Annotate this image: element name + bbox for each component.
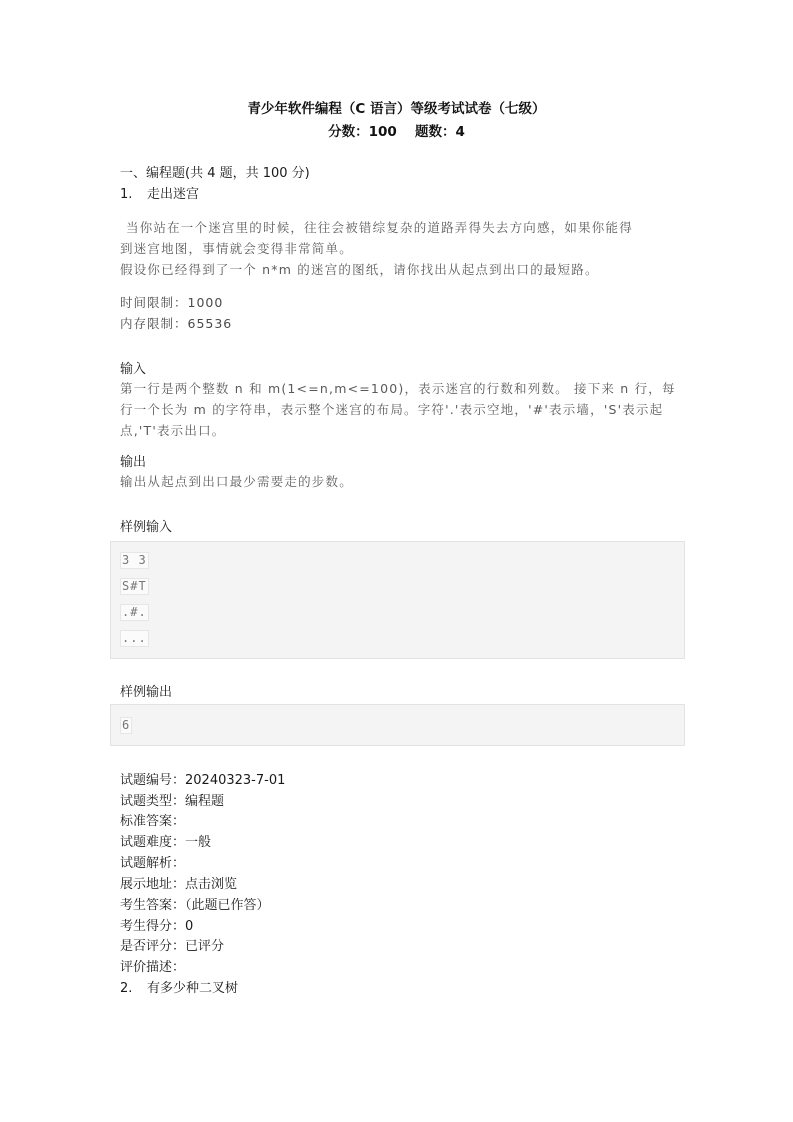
question-1-number: 1. bbox=[120, 187, 133, 202]
meta-type: 试题类型：编程题 bbox=[120, 794, 225, 809]
description-line-1: 当你站在一个迷宫里的时候，往往会被错综复杂的道路弄得失去方向感，如果你能得 bbox=[126, 220, 633, 235]
sample-input-line: 3 3 bbox=[122, 553, 147, 567]
memory-limit: 内存限制：65536 bbox=[120, 316, 233, 331]
sample-input-heading: 样例输入 bbox=[120, 520, 173, 535]
section-heading: 一、编程题(共 4 题，共 100 分) bbox=[120, 166, 310, 181]
meta-candidate-score: 考生得分：0 bbox=[120, 919, 194, 934]
meta-analysis: 试题解析： bbox=[120, 856, 186, 871]
meta-display-address: 展示地址：点击浏览 bbox=[120, 877, 238, 892]
score-line: 分数：100 题数：4 bbox=[328, 124, 465, 140]
sample-input-line: S#T bbox=[122, 579, 147, 593]
paper-title: 青少年软件编程（C 语言）等级考试试卷（七级） bbox=[247, 101, 546, 117]
description-line-2: 到迷宫地图，事情就会变得非常简单。 bbox=[120, 241, 353, 256]
sample-input-box bbox=[110, 541, 685, 659]
sample-output-heading: 样例输出 bbox=[120, 685, 173, 700]
output-line-1: 输出从起点到出口最少需要走的步数。 bbox=[120, 474, 353, 489]
sample-output-box bbox=[110, 704, 685, 746]
sample-input-line: .#. bbox=[122, 605, 147, 619]
sample-input-line: ... bbox=[122, 631, 147, 645]
input-line-2: 行一个长为 m 的字符串，表示整个迷宫的布局。字符'.'表示空地，'#'表示墙，'S'表示起 bbox=[120, 402, 664, 417]
meta-id: 试题编号：20240323-7-01 bbox=[120, 773, 286, 788]
sample-output-value: 6 bbox=[122, 718, 131, 732]
meta-candidate-answer: 考生答案：（此题已作答） bbox=[120, 898, 270, 913]
input-heading: 输入 bbox=[120, 362, 147, 377]
output-heading: 输出 bbox=[120, 455, 147, 470]
question-1-title: 走出迷宫 bbox=[147, 187, 200, 202]
question-1-heading bbox=[120, 183, 199, 202]
meta-graded: 是否评分：已评分 bbox=[120, 939, 225, 954]
meta-difficulty: 试题难度：一般 bbox=[120, 835, 212, 850]
input-line-3: 点,'T'表示出口。 bbox=[120, 423, 226, 438]
meta-standard-answer: 标准答案： bbox=[120, 814, 186, 829]
question-2-heading bbox=[120, 977, 238, 996]
description-line-3: 假设你已经得到了一个 n*m 的迷宫的图纸，请你找出从起点到出口的最短路。 bbox=[120, 262, 599, 277]
input-line-1: 第一行是两个整数 n 和 m(1<=n,m<=100)，表示迷宫的行数和列数。 接下来 n 行，每 bbox=[120, 381, 676, 396]
question-2-title: 有多少种二叉树 bbox=[147, 981, 239, 996]
question-2-number: 2. bbox=[120, 981, 133, 996]
meta-evaluation: 评价描述： bbox=[120, 960, 186, 975]
time-limit: 时间限制：1000 bbox=[120, 295, 224, 310]
